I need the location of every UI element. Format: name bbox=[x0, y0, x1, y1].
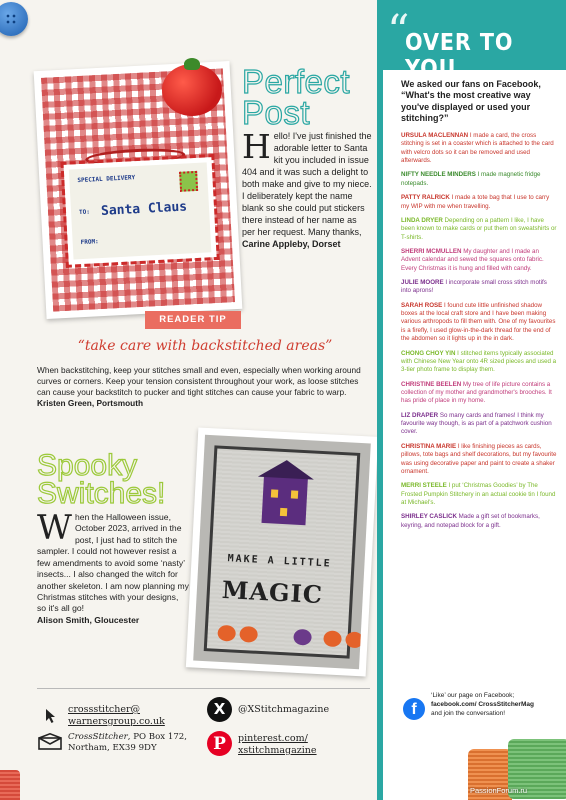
santa-envelope bbox=[64, 157, 217, 265]
address-line-1: , PO Box 172, bbox=[127, 732, 187, 742]
over-to-you-title: OVER TO YOU... bbox=[405, 30, 514, 82]
perfect-post-author: Carine Appleby, Dorset bbox=[242, 238, 341, 249]
perfect-post-text: ello! I've just finished the adorable letter to Santa kit you included in issue 404 and it was such a delight to both make and give to my niece. I deliberately kept the name blank so she could put stickers there instead of her name as per her request. Many thanks, bbox=[242, 131, 372, 237]
address-line-2: Northam, EX39 9DY bbox=[68, 742, 157, 753]
perfect-post-body bbox=[242, 127, 372, 251]
email-line-2: warnersgroup.co.uk bbox=[68, 715, 165, 727]
stamp-graphic bbox=[179, 171, 198, 192]
special-delivery-text: SPECIAL DELIVERY bbox=[77, 174, 136, 185]
sampler bbox=[204, 445, 361, 658]
title-line-1: Perfect bbox=[242, 63, 351, 100]
spooky-title bbox=[37, 449, 166, 510]
fan-entry: LINDA DRYER Depending on a pattern I like, I have been known to make cards or put them on sweatshirts or T-shirts. bbox=[401, 216, 557, 241]
pumpkins bbox=[213, 619, 342, 648]
spool-decoration bbox=[0, 770, 20, 800]
reader-tip-body bbox=[37, 365, 371, 409]
cursor-icon bbox=[44, 708, 58, 724]
reader-tip-author: Kristen Green, Portsmouth bbox=[37, 398, 144, 409]
fan-entry: MERRI STEELE I put ‘Christmas Goodies’ by The Frosted Pumpkin Stitchery in an actual cookie tin I found at Michael's. bbox=[401, 482, 556, 506]
spooky-body bbox=[37, 508, 189, 626]
perfect-post-title bbox=[242, 63, 351, 131]
watermark: PassionForum.ru bbox=[470, 786, 528, 795]
facebook-text-1: ‘Like’ our page on Facebook; bbox=[431, 692, 515, 699]
spooky-author: Alison Smith, Gloucester bbox=[37, 614, 140, 625]
pinterest-icon: P bbox=[207, 731, 232, 756]
email-link[interactable] bbox=[68, 704, 165, 728]
fan-entry: NIFTY NEEDLE MINDERS I made magnetic fridge notepads. bbox=[401, 171, 541, 187]
from-text: FROM: bbox=[80, 238, 99, 247]
fan-entry: PATTY RALRICK I made a tote bag that I use to carry my WIP with me when travelling. bbox=[401, 194, 550, 210]
fan-entry: URSULA MACLENNAN I made a card, the cross stitching is set in a coaster which is attached to the card with velcro dots so it can be removed and used afterwards. bbox=[401, 132, 554, 165]
santa-claus-text: Santa Claus bbox=[100, 199, 188, 219]
reader-tip-quote: “take care with backstitched areas” bbox=[77, 338, 333, 354]
over-to-you-panel bbox=[377, 0, 566, 800]
facebook-callout bbox=[403, 688, 543, 740]
over-to-you-header bbox=[383, 0, 566, 82]
spooky-title-line-1: Spooky bbox=[37, 449, 138, 482]
fan-entry: CHRISTINE BEELEN My tree of life picture contains a collection of my mother and grandmother's brooches. It has pride of place in my home. bbox=[401, 380, 552, 405]
make-a-little-text: MAKE A LITTLE bbox=[227, 553, 333, 570]
pinterest-link[interactable] bbox=[238, 733, 317, 757]
reader-tip-text: When backstitching, keep your stitches small and even, especially when working around curves or corners. Keep your tension consistent throughout your work, as loose stitches can cause your backstitch to pucker and tight stitches can cause your fabric to warp. bbox=[37, 365, 361, 398]
spooky-title-line-2: Switches! bbox=[37, 477, 166, 510]
spooky-dropcap: W bbox=[37, 508, 72, 548]
dropcap: H bbox=[242, 127, 271, 166]
facebook-link[interactable]: facebook.com/ CrossStitcherMag bbox=[431, 700, 534, 708]
title-line-2: Post bbox=[242, 94, 311, 131]
fan-entry: CHONG CHOY YIN I stitched items typically associated with Chinese New Year onto 4R sized pieces and used a 3-tier photo frame to display them. bbox=[401, 349, 557, 374]
address-name: CrossStitcher bbox=[68, 732, 128, 742]
pinterest-line-1: pinterest.com/ bbox=[238, 733, 308, 744]
fan-entry: SHERRI MCMULLEN My daughter and I made an Advent calendar and sewed the squares onto fabric. Every Christmas it is hung and filled with candy. bbox=[401, 247, 544, 272]
postal-address bbox=[68, 732, 187, 753]
footer-divider bbox=[37, 688, 370, 689]
fan-entry: SARAH ROSE I found cute little unfinished shadow boxes at the local craft store and I have been making various arthropods to fill them with. One of my favourites is a firefly, I used glow-in-the-dark thread for the end of the abdomen so it lights up in the in dark. bbox=[401, 301, 556, 343]
fan-entries bbox=[401, 132, 558, 530]
fan-entry: CHRISTINA MARIE I like finishing pieces as cards, pillows, tote bags and shelf decorations, but my favourite was using decorative paper and paint to create a shaker ornament. bbox=[401, 442, 557, 475]
button-decoration bbox=[0, 2, 28, 36]
decorative-edge bbox=[0, 0, 40, 800]
tomato-pincushion bbox=[162, 64, 222, 116]
over-to-you-intro: We asked our fans on Facebook, “What's the most creative way you've displayed or used your stitching?” bbox=[401, 79, 541, 123]
quote-mark: “ bbox=[387, 6, 410, 57]
haunted-house bbox=[261, 475, 307, 525]
twitter-handle[interactable]: @XStitchmagazine bbox=[238, 704, 330, 715]
magic-text: MAGIC bbox=[221, 574, 324, 610]
pinterest-line-2: xstitchmagazine bbox=[238, 744, 317, 756]
x-twitter-icon: X bbox=[207, 697, 232, 722]
facebook-text bbox=[431, 692, 543, 718]
facebook-text-2: and join the conversation! bbox=[431, 709, 506, 717]
email-line-1: crossstitcher@ bbox=[68, 704, 140, 715]
fan-entry: JULIE MOORE I incorporate small cross stitch motifs into aprons! bbox=[401, 279, 547, 295]
halloween-sampler-photo bbox=[186, 427, 378, 676]
facebook-icon: f bbox=[403, 698, 425, 720]
reader-tip-badge: READER TIP bbox=[145, 311, 241, 329]
to-text: TO: bbox=[78, 208, 91, 217]
spooky-text: hen the Halloween issue, October 2023, arrived in the post, I just had to stitch the sampler. I could not however resist a few amendments to avoid some ‘nasty’ insects... I also changed the witch for another skeleton. I am now planning my Christmas stitches with your designs, so it's all go! bbox=[37, 512, 189, 614]
mail-icon bbox=[38, 733, 62, 750]
fan-entry: SHIRLEY CASLICK Made a gift set of bookmarks, keyring, and notepad block for a gift. bbox=[401, 513, 540, 529]
fan-entry: LIZ DRAPER So many cards and frames! I think my favourite way though, is as part of a patchwork cushion cover. bbox=[401, 411, 552, 436]
